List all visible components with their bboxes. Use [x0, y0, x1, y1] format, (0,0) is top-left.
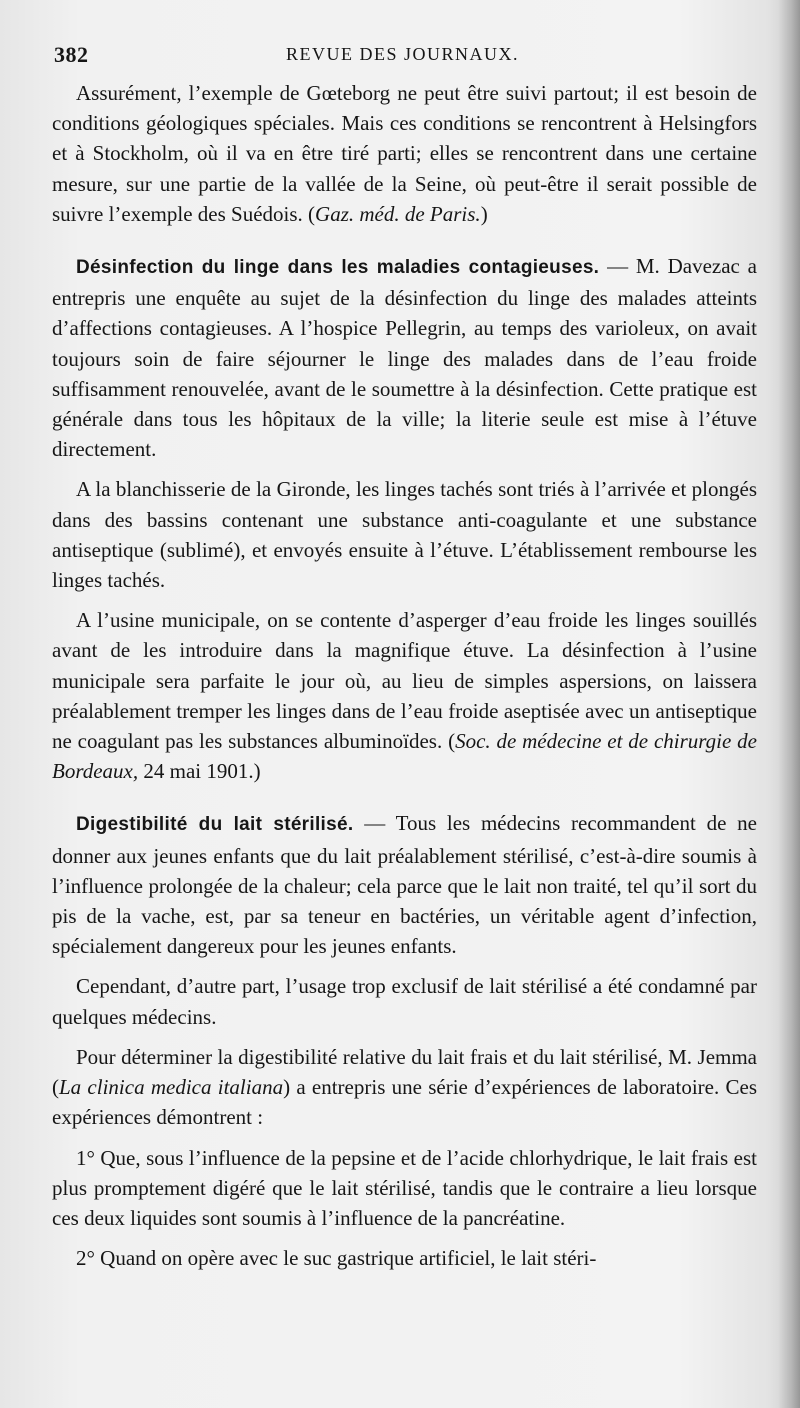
section-heading: Désinfection du linge dans les maladies contagieuses.: [76, 257, 600, 279]
paragraph: A l’usine municipale, on se contente d’asperger d’eau froide les linges souillés avant de les introduire dans la magnifique étuve. La désinfection à l’usine municipale sera parfaite le jour où, au lieu de simples aspersions, on laissera préalablement tremper les linges dans de l’eau froide aseptisée avec un antiseptique ne coagulant pas les substances albuminoïdes. (Soc. de médecine et de chirurgie de Bordeaux, 24 mai 1901.): [52, 608, 757, 784]
page-header: [54, 42, 756, 76]
running-head: REVUE DES JOURNAUX.: [286, 44, 520, 64]
article-body: [52, 78, 757, 1283]
numbered-finding-1: 1° Que, sous l’influence de la pepsine et de l’acide chlorhydrique, le lait frais est plus promptement digéré que le lait stérilisé, tandis que le contraire a lieu lorsque ces deux liquides sont soumis à l’influence de la pancréatine.: [52, 1145, 757, 1230]
paragraph: Assurément, l’exemple de Gœteborg ne peut être suivi partout; il est besoin de conditions géologiques spéciales. Mais ces conditions se rencontrent à Helsingfors et à Stockholm, où il va en être tiré parti; elles se rencontrent dans une certaine mesure, sur une partie de la vallée de la Seine, où peut-être il serait possible de suivre l’exemple des Suédois. (Gaz. méd. de Paris.): [52, 81, 757, 226]
page-number: 382: [54, 42, 89, 67]
paragraph: Pour déterminer la digestibilité relative du lait frais et du lait stérilisé, M. Jemma (La clinica medica italiana) a entrepris une série d’expériences de laboratoire. Ces expériences démontrent :: [52, 1044, 757, 1130]
section-heading: Digestibilité du lait stérilisé.: [76, 814, 354, 836]
numbered-finding-2: 2° Quand on opère avec le suc gastrique artificiel, le lait stéri-: [76, 1246, 597, 1271]
page-edge-shadow: [778, 0, 800, 1408]
paragraph: A la blanchisserie de la Gironde, les linges tachés sont triés à l’arrivée et plongés dans des bassins contenant une substance anti-coagulante et une substance antiseptique (sublimé), et envoyés ensuite à l’étuve. L’établissement rembourse les linges tachés.: [52, 477, 757, 593]
paragraph: Cependant, d’autre part, l’usage trop exclusif de lait stérilisé a été condamné par quelques médecins.: [52, 974, 757, 1029]
section-digestibilite-lait: Digestibilité du lait stérilisé. — Tous les médecins recommandent de ne donner aux jeunes enfants que du lait préalablement stérilisé, c’est-à-dire soumis à l’influence prolongée de la chaleur; cela parce que le lait non traité, tel qu’il sort du pis de la vache, est, par sa teneur en bactéries, un véritable agent d’infection, spécialement dangereux pour les jeunes enfants.: [52, 811, 757, 959]
section-desinfection-linge: Désinfection du linge dans les maladies contagieuses. — M. Davezac a entrepris une enquête au sujet de la désinfection du linge des malades atteints d’affections contagieuses. A l’hospice Pellegrin, au temps des varioleux, on avait toujours soin de faire séjourner le linge des malades dans de l’eau froide suffisamment renouvelée, avant de le soumettre à la désinfection. Cette pratique est générale dans tous les hôpitaux de la ville; la literie seule est mise à l’étuve directement.: [52, 254, 757, 462]
